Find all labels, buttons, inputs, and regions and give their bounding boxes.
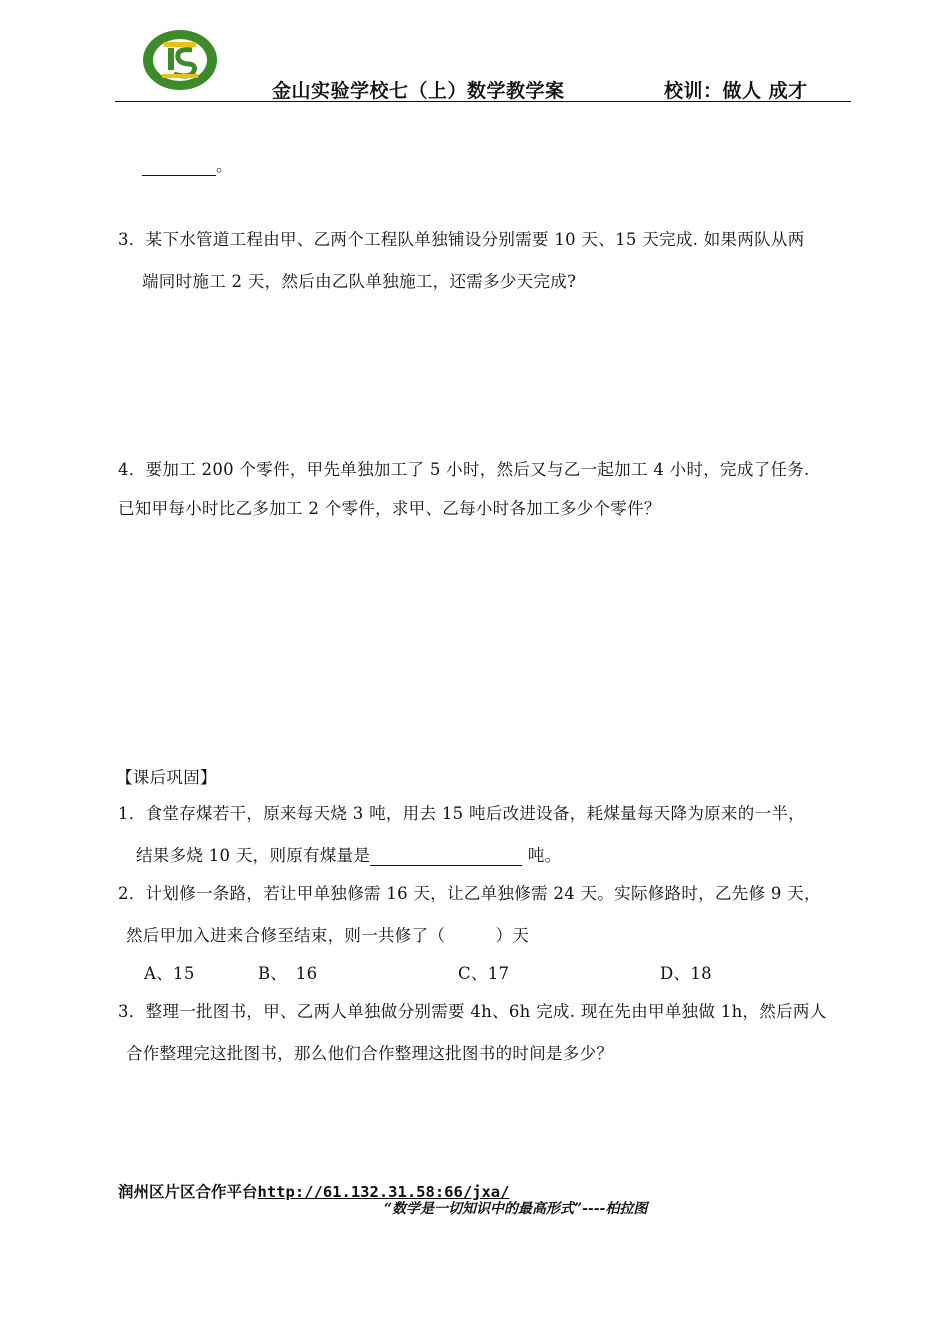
footer-url-link[interactable]: http://61.132.31.58:66/jxa/ bbox=[257, 1183, 510, 1201]
review-q3-line-1: 3．整理一批图书，甲、乙两人单独做分别需要 4h、6h 完成. 现在先由甲单独做 1h，然后两人 bbox=[118, 1002, 827, 1021]
footer-quote: “数学是一切知识中的最高形式”----柏拉图 bbox=[384, 1201, 648, 1217]
review-q1-line-1: 1．食堂存煤若干，原来每天烧 3 吨，用去 15 吨后改进设备，耗煤量每天降为原来的一半， bbox=[118, 804, 805, 823]
option-d: D、18 bbox=[660, 964, 712, 983]
option-a: A、15 bbox=[144, 964, 195, 983]
answer-blank bbox=[370, 847, 522, 866]
review-q1-text: 结果多烧 10 天，则原有煤量是 bbox=[136, 846, 371, 865]
review-q1-line-2 bbox=[136, 842, 561, 866]
problem-3-line-2: 端同时施工 2 天，然后由乙队单独施工，还需多少天完成? bbox=[142, 272, 577, 291]
footer-platform-label: 润州区片区合作平台 bbox=[118, 1183, 258, 1201]
review-heading: 【课后巩固】 bbox=[116, 768, 217, 787]
problem-4-line-2: 已知甲每小时比乙多加工 2 个零件，求甲、乙每小时各加工多少个零件？ bbox=[118, 499, 661, 518]
problem-3-line-1: 3．某下水管道工程由甲、乙两个工程队单独铺设分别需要 10 天、15 天完成. 如果两队从两 bbox=[118, 230, 805, 249]
review-q1-unit: 吨。 bbox=[522, 846, 562, 865]
option-b: B、 16 bbox=[258, 964, 318, 983]
review-q2-line-1: 2．计划修一条路，若让甲单独修需 16 天，让乙单独修需 24 天。实际修路时，乙先修 9 天， bbox=[118, 884, 821, 903]
school-motto: 校训：做人 成才 bbox=[664, 80, 808, 102]
page-header-title: 金山实验学校七（上）数学教学案 bbox=[272, 80, 565, 102]
problem-4-line-1: 4．要加工 200 个零件，甲先单独加工了 5 小时，然后又与乙一起加工 4 小时，完成了任务. bbox=[118, 460, 810, 479]
school-logo bbox=[140, 28, 220, 92]
header-divider bbox=[115, 101, 851, 102]
previous-answer-fragment bbox=[142, 152, 233, 176]
option-c: C、17 bbox=[458, 964, 510, 983]
fragment-tail: 。 bbox=[216, 156, 233, 175]
review-q2-line-2: 然后甲加入进来合修至结束，则一共修了（ ）天 bbox=[126, 926, 530, 945]
answer-blank bbox=[142, 157, 216, 176]
review-q3-line-2: 合作整理完这批图书，那么他们合作整理这批图书的时间是多少？ bbox=[126, 1044, 614, 1063]
